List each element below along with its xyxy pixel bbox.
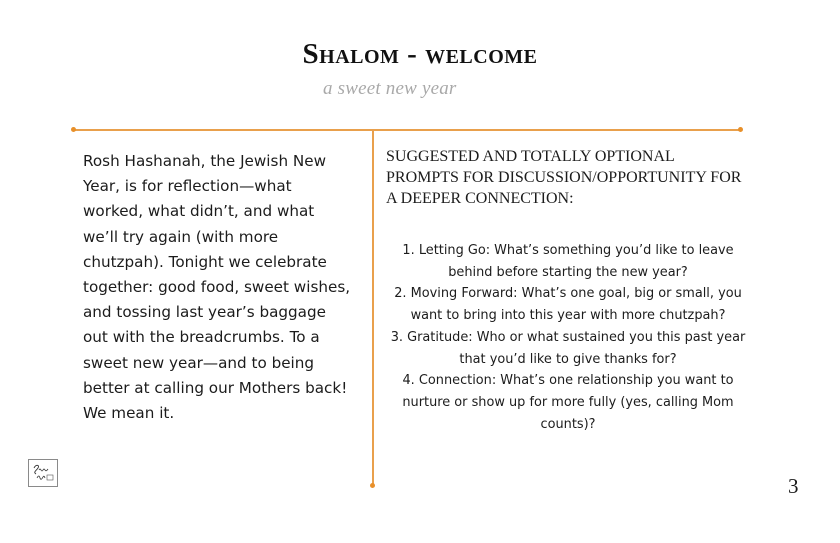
prompt-item (388, 370, 748, 435)
divider-bottom-dot (370, 483, 375, 488)
prompts-list (388, 240, 748, 435)
prompt-text: Moving Forward: What’s one goal, big or small, you want to bring into this year with more chutzpah? (410, 286, 742, 324)
prompt-text: Letting Go: What’s something you’d like to leave behind before starting the new year? (418, 243, 734, 280)
intro-paragraph: Rosh Hashanah, the Jewish New Year, is for reflection—what worked, what didn’t, and what we’ll try again (with more chutzpah). Tonight we celebrate together: good food, sweet wishes, and tossing last year’s baggage out with the breadcrumbs. To a sweet new year—and to being better at calling our Mothers back! We mean it. (83, 152, 351, 423)
divider-right-dot (738, 127, 743, 132)
divider-left-dot (71, 127, 76, 132)
prompt-text: Gratitude: Who or what sustained you this past year that you’d like to give thanks for? (407, 329, 746, 367)
page-number: 3 (788, 474, 799, 498)
prompt-number: 3. (390, 329, 403, 345)
prompt-number: 4. (402, 373, 415, 389)
signature-logo-icon (28, 459, 58, 487)
prompt-item (388, 283, 748, 326)
prompt-item (388, 240, 748, 283)
prompts-heading: SUGGESTED AND TOTALLY OPTIONAL PROMPTS FOR DISCUSSION/OPPORTUNITY FOR A DEEPER CONNECTION: (386, 148, 742, 207)
prompt-number: 1. (402, 243, 415, 258)
page-title: Shalom - welcome (302, 38, 538, 70)
vertical-divider (372, 130, 374, 486)
prompt-text: Connection: What’s one relationship you want to nurture or show up for more fully (yes, calling Mom counts)? (402, 373, 734, 432)
prompt-number: 2. (394, 286, 407, 302)
page-subtitle: a sweet new year (323, 78, 457, 99)
horizontal-divider (73, 129, 741, 131)
prompt-item (388, 327, 748, 370)
